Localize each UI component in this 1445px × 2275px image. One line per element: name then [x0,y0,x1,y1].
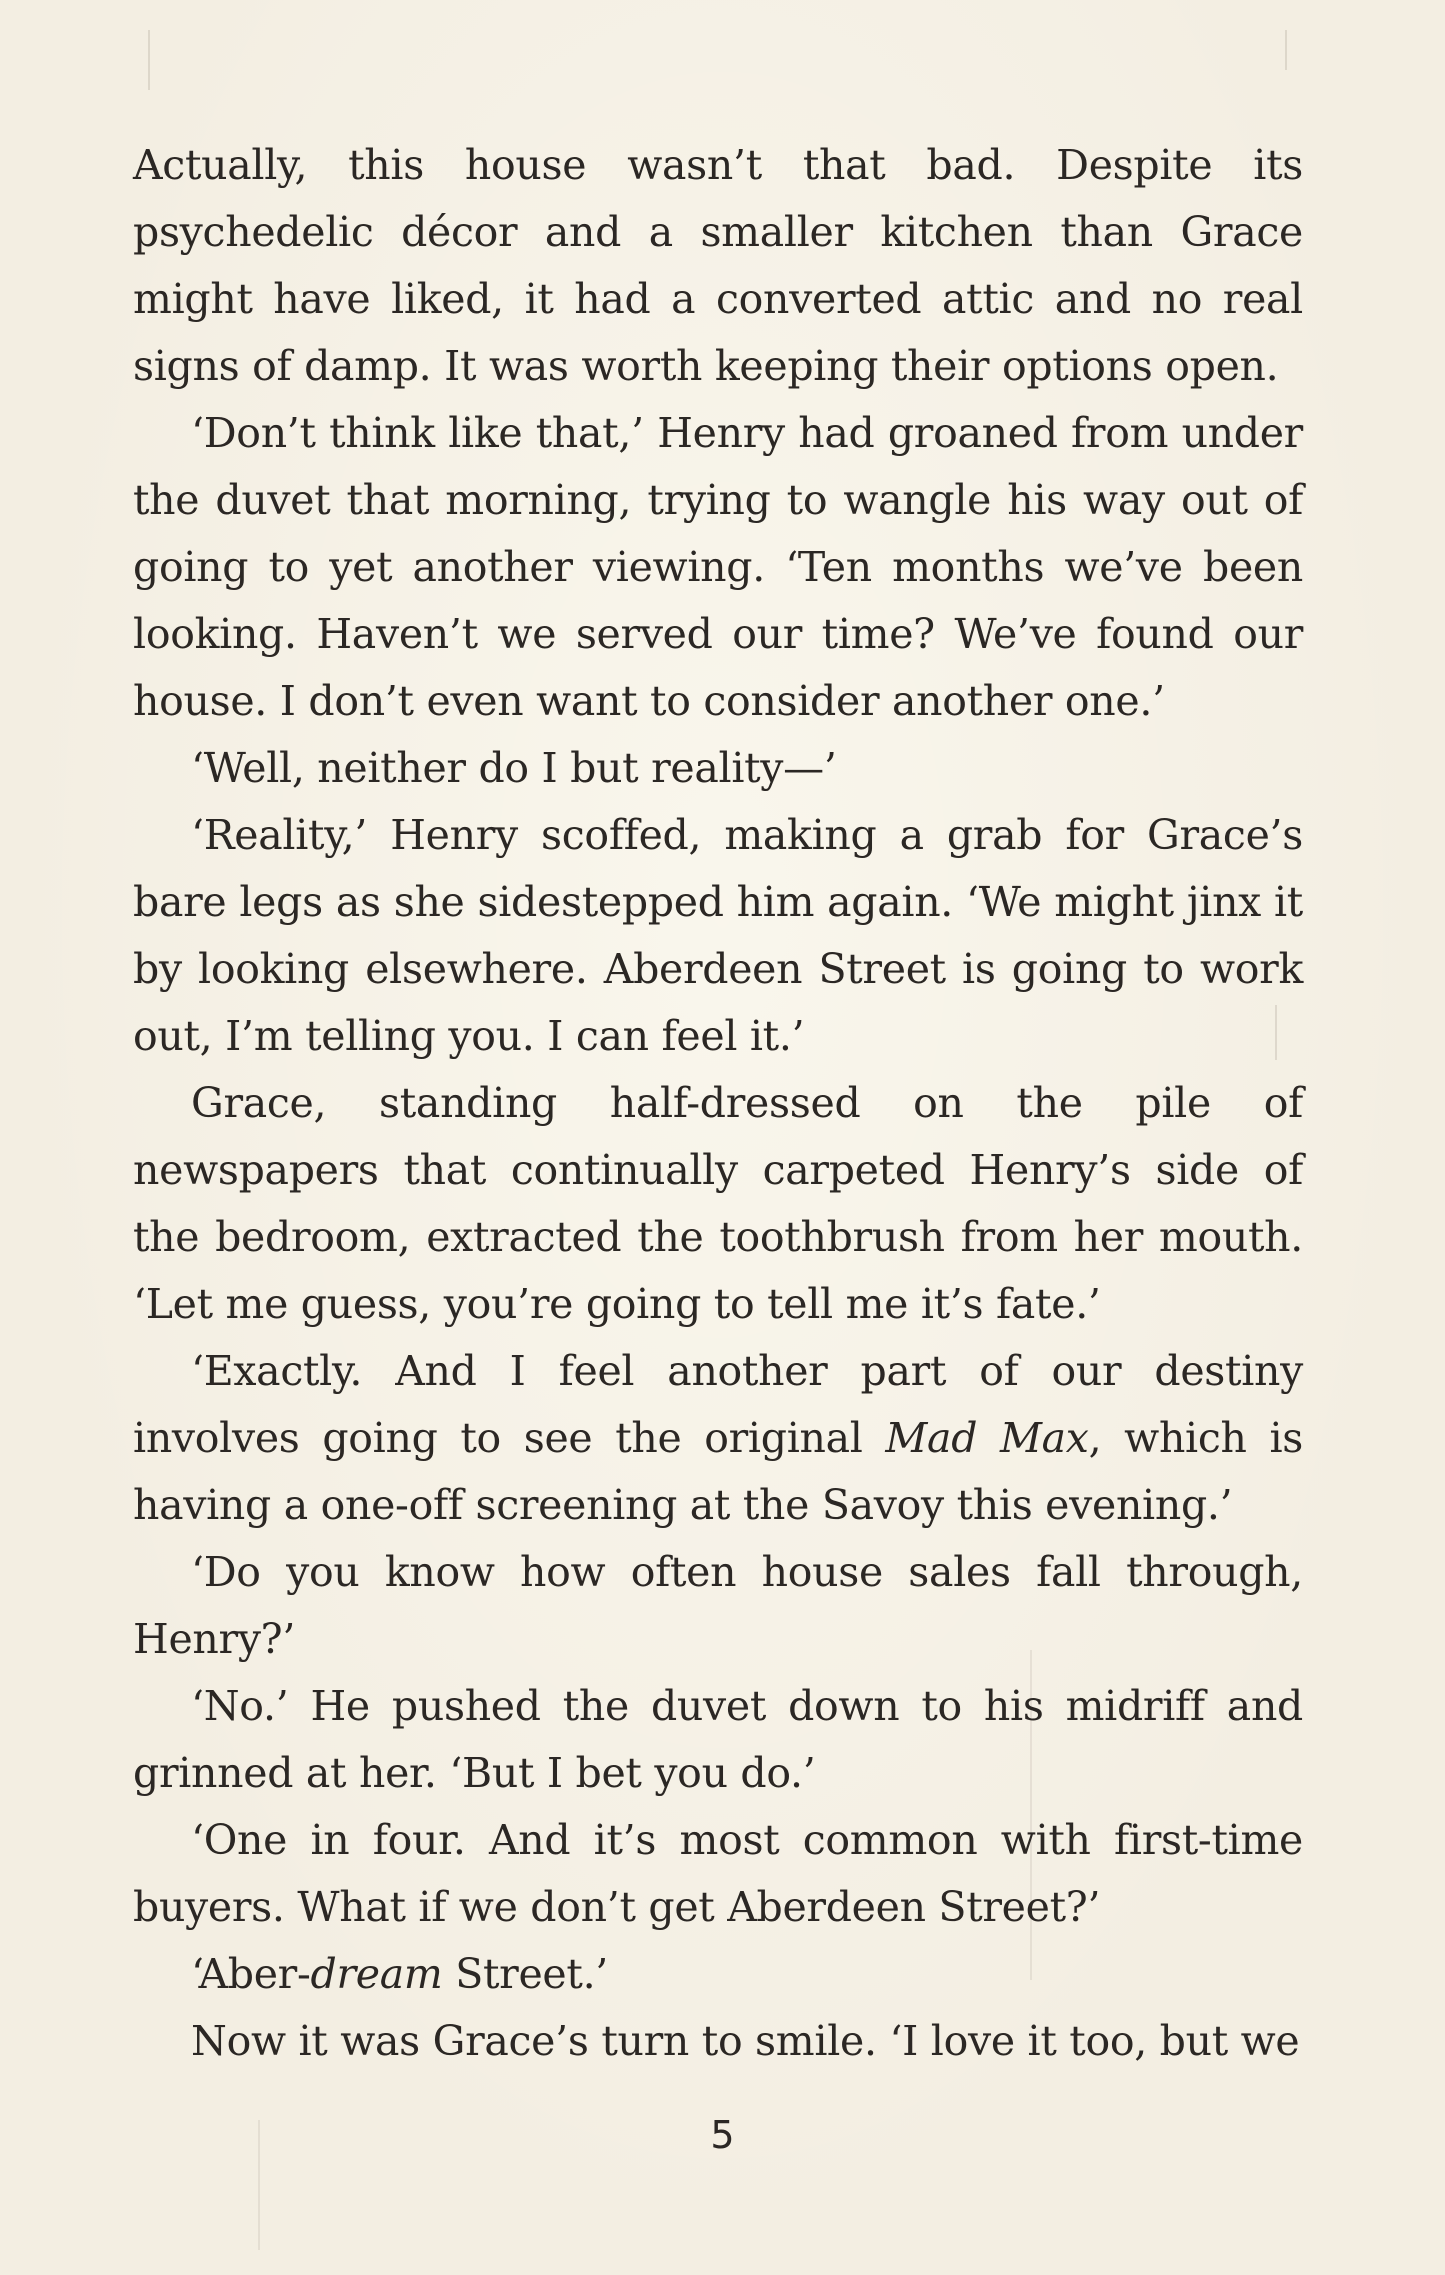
paragraph: Now it was Grace’s turn to smile. ‘I love it too, but we [191,2017,1300,2065]
paragraph: ‘Don’t think like that,’ Henry had groaned from under the duvet that morning, trying to wangle his way out of going to yet another viewing. ‘Ten months we’ve been looking. Haven’t we served our time? We’ve found our house. I don’t even want to consider another one.’ [133,409,1303,725]
paragraph-text: , which is having a one-off screening at the Savoy this evening.’ [133,1414,1303,1529]
paragraph: ‘One in four. And it’s most common with first-time buyers. What if we don’t get Aberdeen Street?’ [133,1816,1303,1931]
paragraph: ‘Reality,’ Henry scoffed, making a grab for Grace’s bare legs as she sidestepped him again. ‘We might jinx it by looking elsewhere. Aberdeen Street is going to work out, I’m telling you. I can feel it.’ [133,811,1303,1060]
paragraph: ‘No.’ He pushed the duvet down to his midriff and grinned at her. ‘But I bet you do.’ [133,1682,1303,1797]
page-crease-mark [148,30,150,90]
paragraph-text: ‘Aber- [191,1950,311,1998]
page-crease-mark [1285,30,1287,70]
emphasis-italic: dream [310,1950,443,1998]
paragraph: ‘Do you know how often house sales fall through, Henry?’ [133,1548,1303,1663]
paragraph: Grace, standing half-dressed on the pile of newspapers that continually carpeted Henry’s side of the bedroom, extracted the toothbrush from her mouth. ‘Let me guess, you’re going to tell me it’s fate.’ [133,1079,1303,1328]
body-text [133,132,1303,2075]
paragraph: Actually, this house wasn’t that bad. Despite its psychedelic décor and a smaller kitchen than Grace might have liked, it had a converted attic and no real signs of damp. It was worth keeping their options open. [133,141,1303,390]
paragraph-text: Street.’ [442,1950,609,1998]
film-title-italic: Mad Max [885,1414,1089,1462]
paragraph [133,1338,1303,1539]
paragraph: ‘Well, neither do I but reality—’ [191,744,837,792]
paragraph-text: ‘Exactly. And I feel another part of our destiny involves going to see the original [133,1347,1303,1462]
paragraph [133,1941,1303,2008]
page-number: 5 [710,2113,735,2157]
